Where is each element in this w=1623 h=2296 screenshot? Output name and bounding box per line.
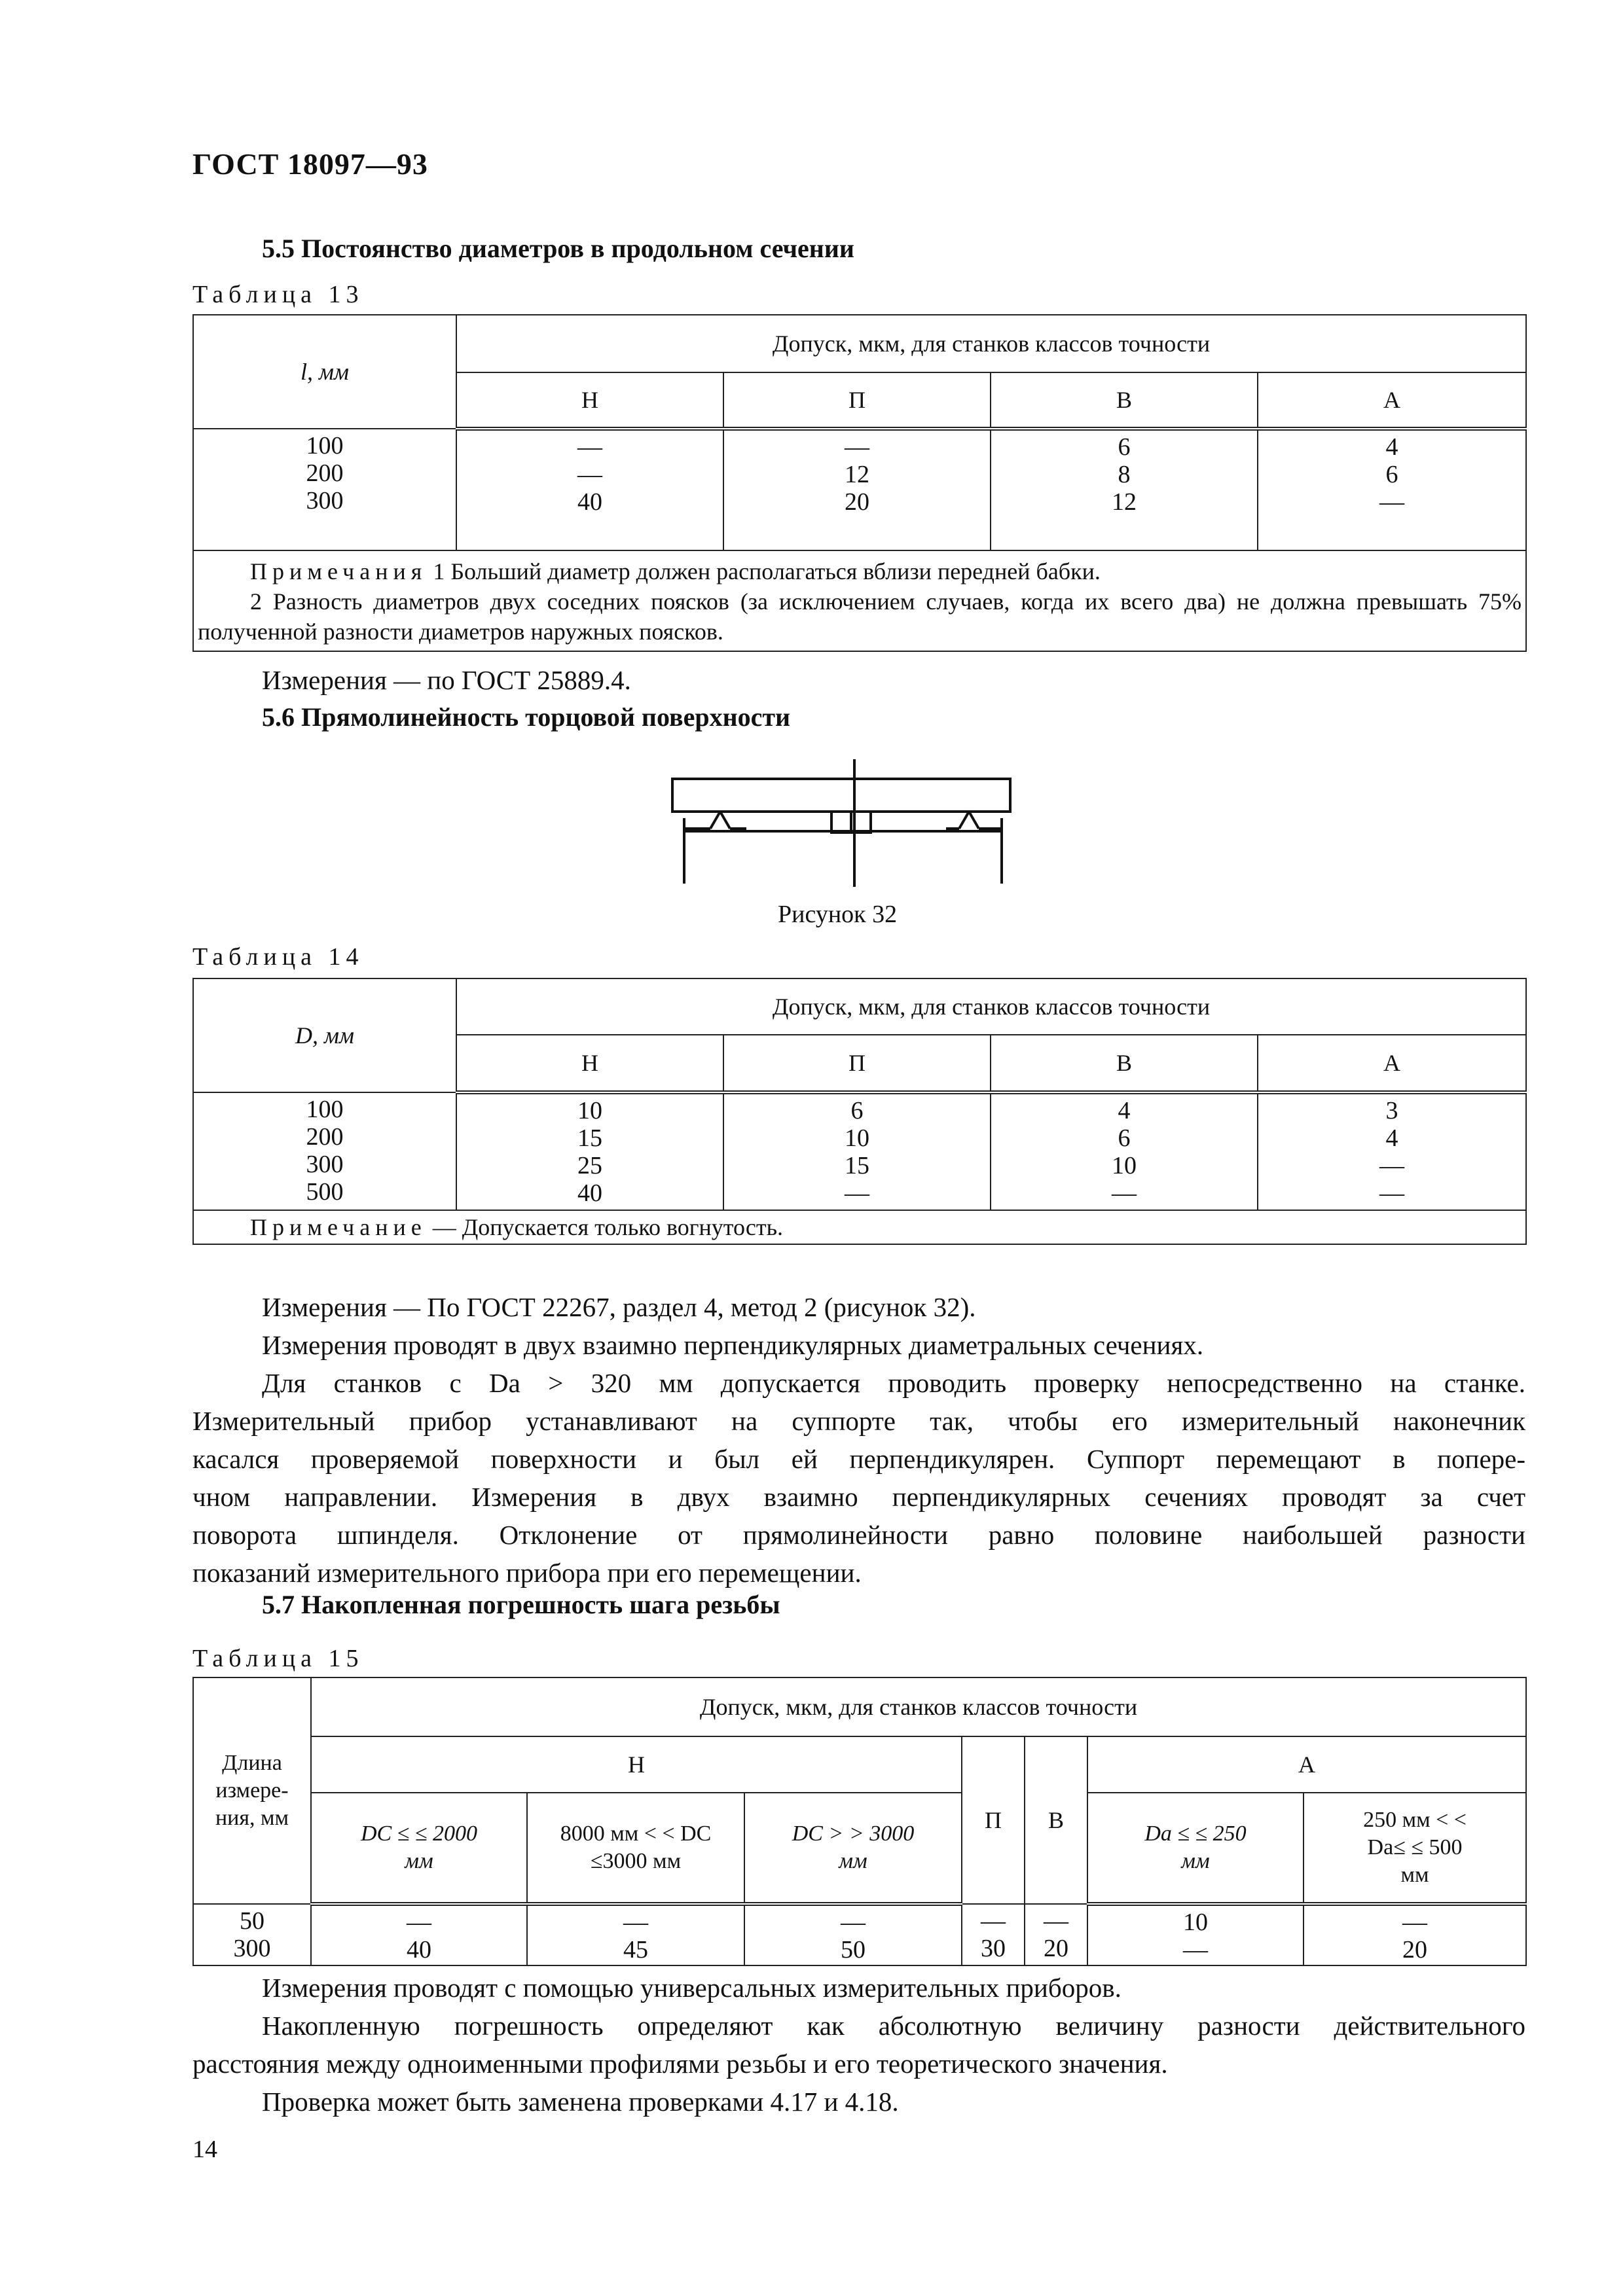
table-cell: 50 — [240, 1907, 264, 1935]
table-15-data-row — [193, 1904, 1526, 1965]
table-14-note-label: Примечание — [250, 1214, 427, 1240]
table-15 — [192, 1677, 1527, 1966]
table-15-col-p — [962, 1904, 1025, 1965]
table-cell: 10 — [845, 1124, 869, 1152]
table-14-col-p — [723, 1092, 991, 1210]
table-15-col-a2 — [1304, 1904, 1526, 1965]
table-cell: 4 — [1118, 1097, 1131, 1124]
table-cell: 50 — [841, 1936, 866, 1964]
text-line: показаний измерительного прибора при его перемещении. — [192, 1558, 862, 1588]
table-13-note-label: Примечания — [250, 558, 428, 584]
table-13-col-v — [991, 429, 1258, 550]
table-13-notes — [193, 550, 1526, 651]
text-line: Для станков с Da > 320 мм допускается проводить проверку непосредственно на станке. — [262, 1368, 1525, 1398]
table-13-class-a: А — [1258, 372, 1526, 429]
table-15-class-a: А — [1087, 1736, 1526, 1793]
table-15-sub-a1: Da ≤ ≤ 250 мм — [1087, 1793, 1304, 1904]
table-15-class-p: П — [962, 1736, 1025, 1904]
table-cell: 3 — [1385, 1097, 1398, 1124]
table-14-group-header: Допуск, мкм, для станков классов точности — [456, 978, 1526, 1035]
table-15-sub-a2: 250 мм < < Da≤ ≤ 500 мм — [1304, 1793, 1526, 1904]
table-cell: — — [981, 1907, 1006, 1935]
table-15-sub-h3: DC > > 3000 мм — [744, 1793, 962, 1904]
section-5-5-heading: 5.5 Постоянство диаметров в продольном сечении — [262, 234, 854, 263]
table-cell: — — [623, 1909, 648, 1936]
table-cell: 6 — [1118, 1124, 1131, 1152]
table-14 — [192, 978, 1527, 1245]
table-15-group-header: Допуск, мкм, для станков классов точности — [311, 1677, 1526, 1736]
table-15-sub-h2: 8000 мм < < DC ≤3000 мм — [527, 1793, 744, 1904]
table-cell: 30 — [981, 1935, 1006, 1962]
table-13-class-v: В — [991, 372, 1258, 429]
table-13-data-row — [193, 429, 1526, 550]
table-15-label: Таблица 15 — [192, 1645, 364, 1672]
table-15-sub-h1: DC ≤ ≤ 2000 мм — [311, 1793, 527, 1904]
table-15-col-a1 — [1087, 1904, 1304, 1965]
table-cell: 20 — [845, 488, 869, 516]
table-15-col-length — [193, 1904, 311, 1965]
table-cell: 500 — [306, 1178, 344, 1206]
table-14-col-v — [991, 1092, 1258, 1210]
table-cell: — — [1112, 1179, 1137, 1207]
sec-5-7-para-3: Проверка может быть заменена проверками 4.17 и 4.18. — [262, 2087, 899, 2117]
table-15-col-h2 — [527, 1904, 744, 1965]
table-cell: — — [841, 1909, 866, 1936]
table-cell: 6 — [1385, 461, 1398, 488]
table-cell: — — [577, 461, 602, 488]
table-cell: 8 — [1118, 461, 1131, 488]
figure-32-diagram — [668, 759, 1041, 890]
table-14-col-a — [1258, 1092, 1526, 1210]
table-cell: 40 — [407, 1936, 431, 1964]
table-14-label: Таблица 14 — [192, 943, 364, 971]
table-cell: 15 — [577, 1124, 602, 1152]
table-cell: 12 — [845, 461, 869, 488]
table-cell: 100 — [306, 432, 344, 459]
table-15-class-h: Н — [311, 1736, 962, 1793]
table-13-class-p: П — [723, 372, 991, 429]
table-14-row-header: D, мм — [193, 978, 456, 1092]
table-cell: 10 — [1112, 1152, 1137, 1179]
table-cell: 10 — [1183, 1909, 1208, 1936]
table-cell: 300 — [306, 1151, 344, 1178]
table-13-label: Таблица 13 — [192, 281, 364, 308]
table-14-class-h: Н — [456, 1035, 723, 1092]
table-cell: 40 — [577, 488, 602, 516]
table-13-col-a — [1258, 429, 1526, 550]
table-13-group-header: Допуск, мкм, для станков классов точности — [456, 315, 1526, 372]
table-cell: — — [407, 1909, 431, 1936]
table-14-data-row — [193, 1092, 1526, 1210]
table-cell: 4 — [1385, 1124, 1398, 1152]
sec-5-7-para-2 — [192, 2007, 1525, 2083]
table-cell: 10 — [577, 1097, 602, 1124]
table-14-note-text: — Допускается только вогнутость. — [426, 1214, 784, 1240]
table-13-note-1: 1 Больший диаметр должен располагаться вблизи передней бабки. — [433, 558, 1101, 584]
table-cell: 4 — [1385, 433, 1398, 461]
table-cell: 25 — [577, 1152, 602, 1179]
table-cell: 12 — [1112, 488, 1137, 516]
table-13 — [192, 314, 1527, 652]
table-cell: — — [1402, 1909, 1428, 1936]
table-cell: 40 — [577, 1179, 602, 1207]
table-15-col-h1 — [311, 1904, 527, 1965]
table-15-col-v — [1025, 1904, 1087, 1965]
table-15-class-v: В — [1025, 1736, 1087, 1904]
table-15-row-header: Длина измере- ния, мм — [193, 1677, 311, 1904]
table-cell: — — [845, 1179, 869, 1207]
sec-5-6-para-2: Измерения проводят в двух взаимно перпендикулярных диаметральных сечениях. — [262, 1330, 1204, 1360]
table-14-col-h — [456, 1092, 723, 1210]
table-cell: — — [1379, 488, 1404, 516]
table-cell: — — [1379, 1179, 1404, 1207]
table-cell: 20 — [1402, 1936, 1428, 1964]
text-line: Измерительный прибор устанавливают на суппорте так, чтобы его измерительный наконечник — [192, 1406, 1525, 1436]
text-line: расстояния между одноименными профилями резьбы и его теоретического значения. — [192, 2049, 1168, 2079]
table-cell: — — [1183, 1936, 1208, 1964]
section-5-7-heading: 5.7 Накопленная погрешность шага резьбы — [262, 1590, 780, 1619]
table-cell: 100 — [306, 1096, 344, 1123]
text-line: чном направлении. Измерения в двух взаимно перпендикулярных сечениях проводят за счет — [192, 1482, 1525, 1512]
measurement-ref-5-5: Измерения — по ГОСТ 25889.4. — [262, 665, 631, 695]
text-line: Накопленную погрешность определяют как абсолютную величину разности действительного — [262, 2011, 1525, 2041]
figure-32-caption: Рисунок 32 — [778, 901, 898, 928]
text-line: поворота шпинделя. Отклонение от прямолинейности равно половине наибольшей разности — [192, 1520, 1525, 1550]
table-cell: 45 — [623, 1936, 648, 1964]
table-15-col-h3 — [744, 1904, 962, 1965]
table-13-class-h: Н — [456, 372, 723, 429]
table-14-col-diameter — [193, 1092, 456, 1210]
table-cell: 200 — [306, 1123, 344, 1151]
table-14-class-v: В — [991, 1035, 1258, 1092]
document-title: ГОСТ 18097—93 — [192, 147, 428, 181]
table-cell: 6 — [1118, 433, 1131, 461]
section-5-6-heading: 5.6 Прямолинейность торцовой поверхности — [262, 702, 791, 732]
table-cell: 300 — [233, 1935, 271, 1962]
table-cell: 6 — [850, 1097, 864, 1124]
table-14-class-p: П — [723, 1035, 991, 1092]
table-cell: 300 — [306, 487, 344, 514]
table-cell: 200 — [306, 459, 344, 487]
table-cell: — — [1044, 1907, 1068, 1935]
table-14-class-a: А — [1258, 1035, 1526, 1092]
page-number: 14 — [192, 2136, 217, 2163]
table-13-col-h — [456, 429, 723, 550]
sec-5-6-para-1: Измерения — По ГОСТ 22267, раздел 4, метод 2 (рисунок 32). — [262, 1292, 976, 1322]
table-14-note — [193, 1210, 1526, 1244]
table-13-col-length — [193, 429, 456, 550]
table-13-col-p — [723, 429, 991, 550]
sec-5-7-para-1: Измерения проводят с помощью универсальных измерительных приборов. — [262, 1973, 1122, 2003]
table-cell: — — [1379, 1152, 1404, 1179]
table-13-note-2: 2 Разность диаметров двух соседних поясков (за исключением случаев, когда их всего два) не должна превышать 75% полученной разности диаметров наружных поясков. — [198, 588, 1522, 645]
table-cell: 15 — [845, 1152, 869, 1179]
sec-5-6-para-3 — [192, 1364, 1525, 1592]
table-13-row-header: l, мм — [193, 315, 456, 429]
table-cell: 20 — [1044, 1935, 1068, 1962]
text-line: касался проверяемой поверхности и был ей перпендикулярен. Суппорт перемещают в попере- — [192, 1444, 1525, 1474]
table-cell: — — [845, 433, 869, 461]
table-cell: — — [577, 433, 602, 461]
